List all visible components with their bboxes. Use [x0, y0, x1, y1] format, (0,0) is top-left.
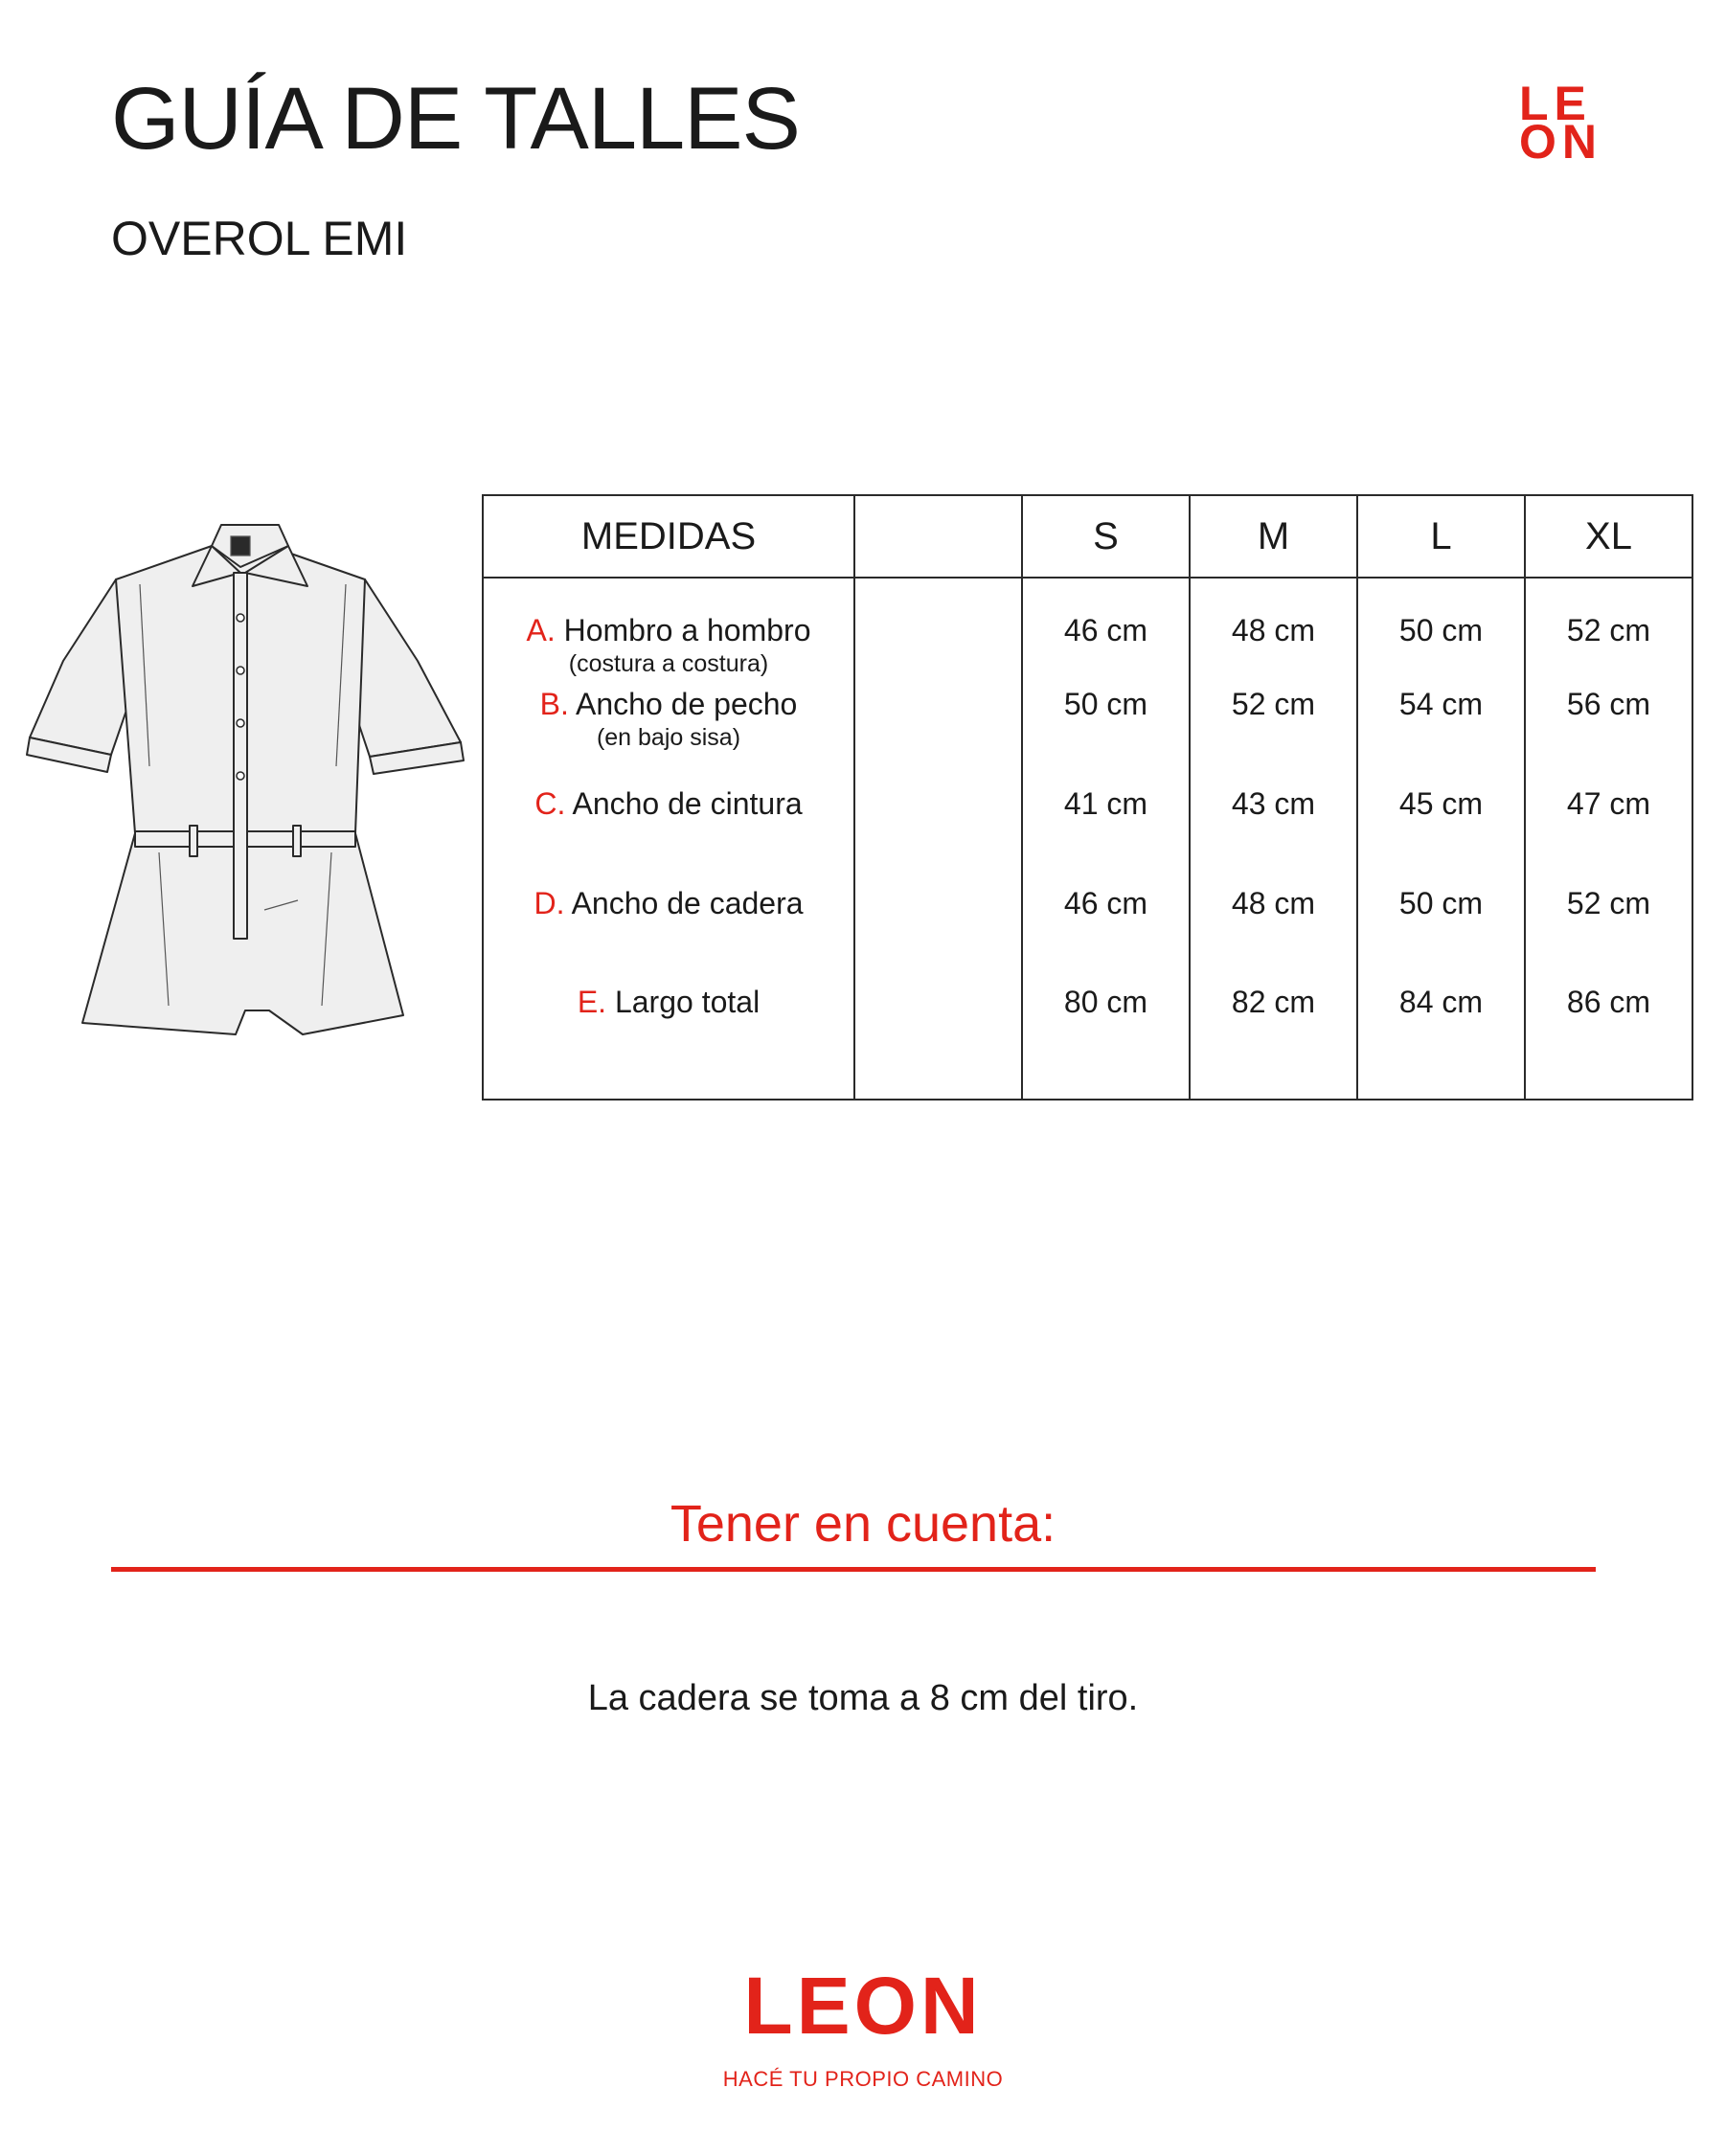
header-size-s: S [1022, 495, 1190, 578]
blank-cell [854, 786, 1022, 886]
value-cell: 52 cm [1525, 886, 1692, 986]
brand-logo-line-2: ON [1519, 115, 1602, 169]
value-cell: 46 cm [1022, 578, 1190, 687]
measure-label [483, 786, 854, 886]
value-cell: 48 cm [1190, 886, 1357, 986]
measure-letter: D. [534, 885, 565, 920]
value-cell: 86 cm [1525, 985, 1692, 1100]
product-name: OVEROL EMI [111, 212, 408, 265]
blank-cell [854, 687, 1022, 786]
value-cell: 46 cm [1022, 886, 1190, 986]
blank-cell [854, 985, 1022, 1100]
measure-name: Ancho de cintura [572, 785, 803, 821]
value-cell: 54 cm [1357, 687, 1525, 786]
measure-label [483, 886, 854, 986]
table-row [483, 578, 1692, 687]
footer-logo: LEON [743, 1961, 983, 2051]
value-cell: 84 cm [1357, 985, 1525, 1100]
value-cell: 52 cm [1525, 578, 1692, 687]
value-cell: 45 cm [1357, 786, 1525, 886]
value-cell: 43 cm [1190, 786, 1357, 886]
value-cell: 50 cm [1022, 687, 1190, 786]
value-cell: 50 cm [1357, 578, 1525, 687]
brand-logo-line-1: LE [1519, 77, 1592, 130]
footer-tagline: HACÉ TU PROPIO CAMINO [722, 2067, 1004, 2091]
header-size-m: M [1190, 495, 1357, 578]
measure-label [483, 578, 854, 687]
header-blank [854, 495, 1022, 578]
measure-name: Ancho de pecho [576, 687, 798, 722]
romper-illustration-icon [25, 517, 466, 1063]
measure-note: (en bajo sisa) [596, 724, 741, 752]
value-cell: 56 cm [1525, 687, 1692, 786]
notes-title: Tener en cuenta: [670, 1495, 1056, 1553]
page-title: GUÍA DE TALLES [111, 70, 800, 168]
header-size-xl: XL [1525, 495, 1692, 578]
value-cell: 48 cm [1190, 578, 1357, 687]
measure-name: Largo total [614, 985, 761, 1020]
measure-letter: A. [526, 613, 556, 647]
measure-name: Ancho de cadera [571, 885, 804, 920]
notes-text: La cadera se toma a 8 cm del tiro. [587, 1678, 1139, 1718]
measure-label [483, 985, 854, 1100]
value-cell: 47 cm [1525, 786, 1692, 886]
table-row [483, 985, 1692, 1100]
measure-note: (costura a costura) [568, 650, 769, 677]
measure-letter: C. [534, 785, 566, 821]
brand-logo [1519, 77, 1605, 169]
header-size-l: L [1357, 495, 1525, 578]
value-cell: 41 cm [1022, 786, 1190, 886]
size-table [482, 494, 1693, 1101]
header-medidas: MEDIDAS [483, 495, 854, 578]
measure-letter: B. [539, 687, 569, 722]
table-row [483, 687, 1692, 786]
measure-letter: E. [577, 985, 607, 1020]
table-row [483, 886, 1692, 986]
blank-cell [854, 886, 1022, 986]
measure-label [483, 687, 854, 786]
value-cell: 52 cm [1190, 687, 1357, 786]
measure-name: Hombro a hombro [563, 613, 811, 647]
table-row [483, 786, 1692, 886]
value-cell: 80 cm [1022, 985, 1190, 1100]
value-cell: 82 cm [1190, 985, 1357, 1100]
blank-cell [854, 578, 1022, 687]
notes-divider [111, 1567, 1596, 1572]
value-cell: 50 cm [1357, 886, 1525, 986]
table-header-row [483, 495, 1692, 578]
